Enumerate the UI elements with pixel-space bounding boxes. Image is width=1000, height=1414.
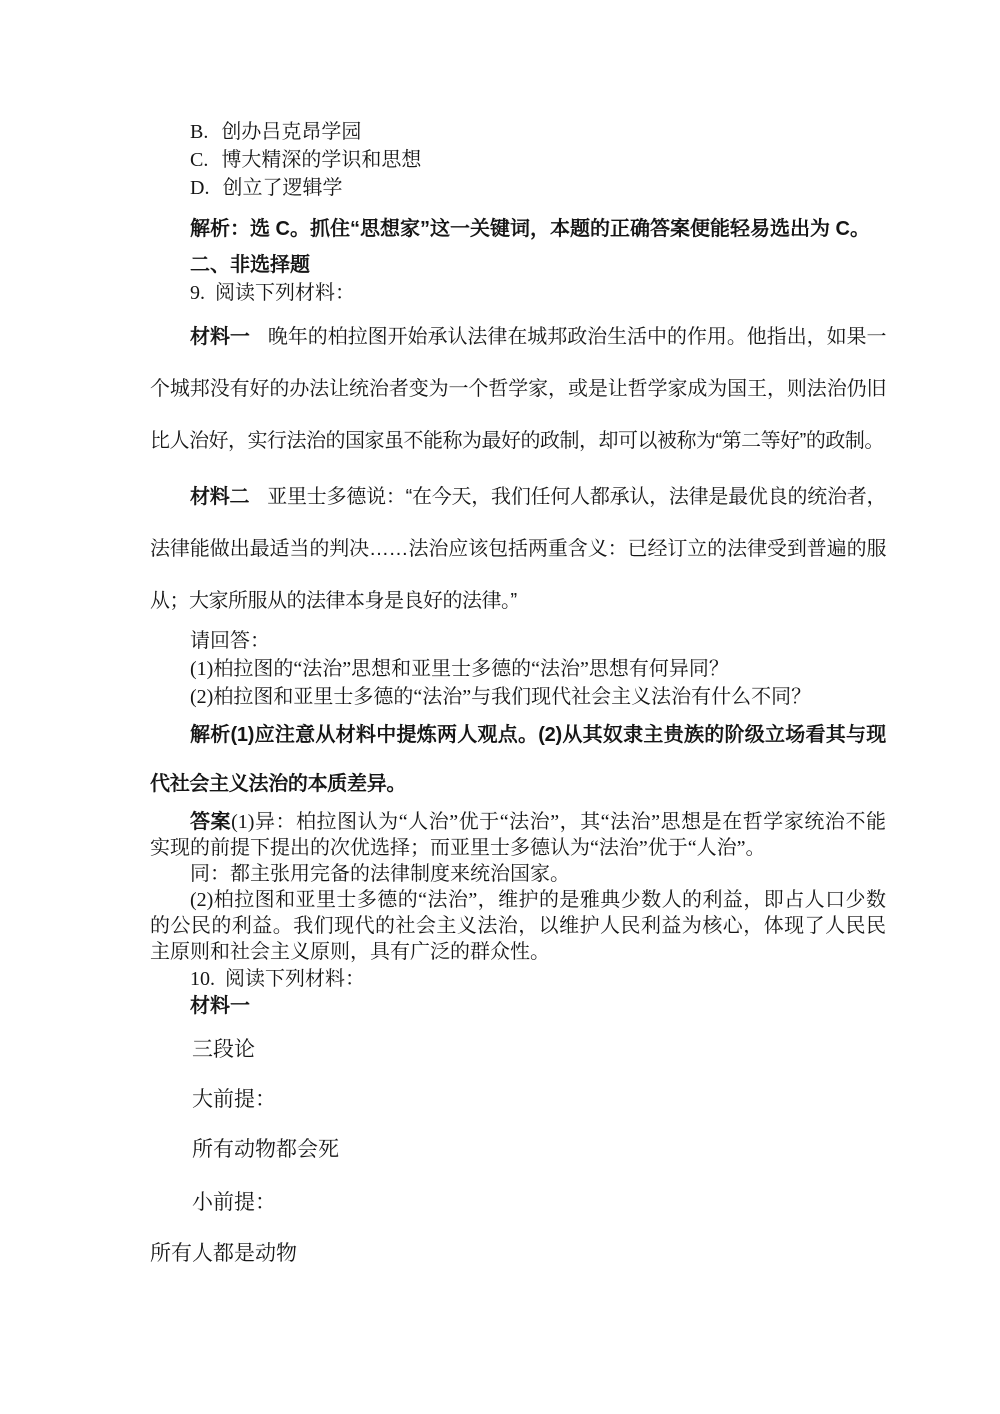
material1-label: 材料一 bbox=[190, 326, 250, 348]
question9-number: 9. bbox=[190, 282, 205, 304]
question9-subquestion2: (2)柏拉图和亚里士多德的“法治”与我们现代社会主义法治有什么不同？ bbox=[190, 686, 812, 708]
option-d bbox=[150, 174, 886, 202]
option-d-letter: D. bbox=[190, 177, 210, 199]
answer-paragraph-2: 同：都主张用完备的法律制度来统治国家。 bbox=[190, 863, 570, 885]
material2-label: 材料二 bbox=[190, 486, 250, 508]
option-c-letter: C. bbox=[190, 149, 209, 171]
material1-text: 晚年的柏拉图开始承认法律在城邦政治生活中的作用。他指出，如果一个城邦没有好的办法让统治者变为一个哲学家，或是让哲学家成为国王，则法治仍旧比人治好，实行法治的国家虽不能称为最好的政制，却可以被称为“第二等好”的政制。 bbox=[150, 326, 887, 452]
major-premise-label: 大前提： bbox=[192, 1088, 276, 1111]
option-b bbox=[150, 118, 886, 146]
section2-heading: 二、非选择题 bbox=[190, 254, 310, 276]
question9-subquestion1: (1)柏拉图的“法治”思想和亚里士多德的“法治”思想有何异同？ bbox=[190, 658, 729, 680]
question9-material2 bbox=[150, 471, 886, 627]
question9-title: 阅读下列材料： bbox=[215, 282, 355, 304]
question9-analysis-label: 解析 bbox=[190, 724, 231, 746]
question9-analysis bbox=[150, 711, 886, 809]
question8-analysis bbox=[150, 215, 886, 243]
question9-title-line bbox=[150, 279, 886, 307]
answer-part1-text: (1)异：柏拉图认为“人治”优于“法治”，其“法治”思想是在哲学家统治不能实现的前提下提出的次优选择；而亚里士多德认为“法治”优于“人治”。 bbox=[150, 811, 886, 859]
answer-label: 答案 bbox=[190, 811, 232, 833]
question10-syllogism bbox=[150, 1035, 886, 1269]
question10-title: 阅读下列材料： bbox=[225, 968, 365, 990]
question8-analysis-label: 解析： bbox=[190, 218, 250, 240]
option-d-text: 创立了逻辑学 bbox=[222, 177, 343, 199]
question9-analysis-text: (1)应注意从材料中提炼两人观点。(2)从其奴隶主贵族的阶级立场看其与现代社会主义法治的本质差异。 bbox=[150, 724, 886, 795]
major-premise-text: 所有动物都会死 bbox=[192, 1138, 339, 1161]
answer-paragraph-3: (2)柏拉图和亚里士多德的“法治”，维护的是雅典少数人的利益，即占人口少数的公民的利益。我们现代的社会主义法治，以维护人民利益为核心，体现了人民民主原则和社会主义原则，具有广泛的群众性。 bbox=[150, 889, 886, 963]
question10-number: 10. bbox=[190, 968, 215, 990]
syllogism-title: 三段论 bbox=[192, 1038, 255, 1061]
question9-answer bbox=[150, 809, 886, 965]
question10-material1-label: 材料一 bbox=[190, 995, 250, 1017]
option-b-letter: B. bbox=[190, 121, 209, 143]
minor-premise-label: 小前提： bbox=[192, 1191, 276, 1214]
option-c-text: 博大精深的学识和思想 bbox=[221, 149, 422, 171]
question9-material1 bbox=[150, 311, 886, 467]
document-content bbox=[150, 118, 886, 1269]
option-b-text: 创办吕克昂学园 bbox=[221, 121, 362, 143]
material2-text: 亚里士多德说：“在今天，我们任何人都承认，法律是最优良的统治者，法律能做出最适当的判决……法治应该包括两重含义：已经订立的法律受到普遍的服从；大家所服从的法律本身是良好的法律。” bbox=[150, 486, 886, 612]
question8-options bbox=[150, 118, 886, 202]
question10-title-line bbox=[150, 965, 886, 993]
answer-paragraph-1 bbox=[150, 809, 886, 861]
minor-premise-text: 所有人都是动物 bbox=[150, 1242, 297, 1265]
question8-analysis-text: 选 C。抓住“思想家”这一关键词，本题的正确答案便能轻易选出为 C。 bbox=[250, 218, 870, 240]
question9-prompt: 请回答： bbox=[190, 630, 270, 652]
option-c bbox=[150, 146, 886, 174]
